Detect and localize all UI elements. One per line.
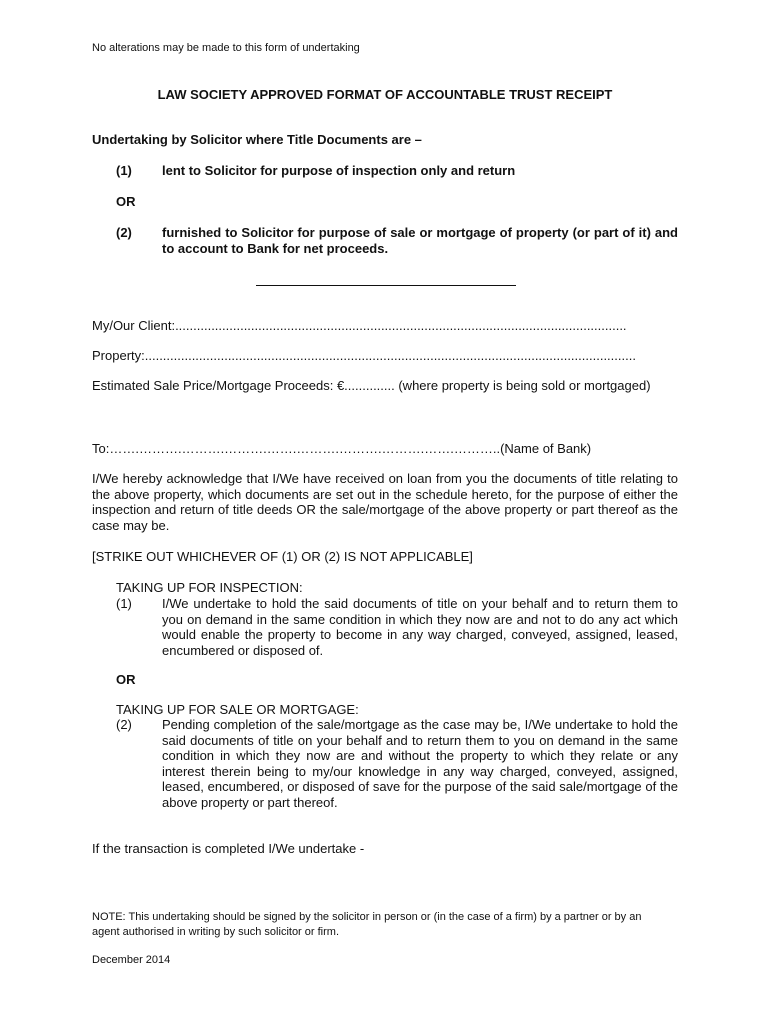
or-label-middle: OR <box>116 672 136 687</box>
completion-line: If the transaction is completed I/We undertake - <box>92 841 365 856</box>
option2-number: (2) <box>116 225 132 240</box>
document-title: LAW SOCIETY APPROVED FORMAT OF ACCOUNTABLE TRUST RECEIPT <box>157 87 613 102</box>
option2-text: furnished to Solicitor for purpose of sale or mortgage of property (or part of it) and to account to Bank for net proceeds. <box>162 225 678 256</box>
option1-text: lent to Solicitor for purpose of inspection only and return <box>162 163 516 178</box>
property-field: Property:........................................................................................................................................ <box>92 348 636 363</box>
sale-number: (2) <box>116 717 132 732</box>
footer-date: December 2014 <box>92 954 171 966</box>
or-label-top: OR <box>116 194 136 209</box>
client-field: My/Our Client:............................................................................................................................. <box>92 318 627 333</box>
sale-heading: TAKING UP FOR SALE OR MORTGAGE: <box>116 702 359 717</box>
inspection-number: (1) <box>116 596 132 611</box>
sale-text: Pending completion of the sale/mortgage as the case may be, I/We undertake to hold the said documents of title on your behalf and to return them to you on demand in the same condition in which they now are and without the property to which they relate or any interest therein being to my/our knowledge in any way charged, conveyed, assigned, leased, encumbered, or disposed of save for the purpose of the said sale/mortgage of the above property or part thereof. <box>162 717 678 810</box>
option1-number: (1) <box>116 163 132 178</box>
strike-out-instruction: [STRIKE OUT WHICHEVER OF (1) OR (2) IS NOT APPLICABLE] <box>92 549 473 564</box>
top-note: No alterations may be made to this form of undertaking <box>92 42 360 54</box>
inspection-heading: TAKING UP FOR INSPECTION: <box>116 580 303 595</box>
estimated-proceeds-field: Estimated Sale Price/Mortgage Proceeds: €.............. (where property is being sold or mortgaged) <box>92 378 651 393</box>
separator-line <box>256 285 516 286</box>
bank-field: To:…….……….……….……….…….……….……….……….…….………..(Name of Bank) <box>92 441 592 456</box>
undertaking-heading: Undertaking by Solicitor where Title Documents are – <box>92 132 422 147</box>
acknowledgement-paragraph: I/We hereby acknowledge that I/We have received on loan from you the documents of title relating to the above property, which documents are set out in the schedule hereto, for the purpose of either the inspection and return of title deeds OR the sale/mortgage of the above property or part thereof as the case may be. <box>92 471 678 533</box>
inspection-text: I/We undertake to hold the said documents of title on your behalf and to return them to you on demand in the same condition in which they now are and not to do any act which would enable the property to become in any way charged, conveyed, assigned, leased, encumbered or disposed of. <box>162 596 678 658</box>
footer-note: NOTE: This undertaking should be signed by the solicitor in person or (in the case of a firm) by a partner or by an agent authorised in writing by such solicitor or firm. <box>92 911 642 938</box>
